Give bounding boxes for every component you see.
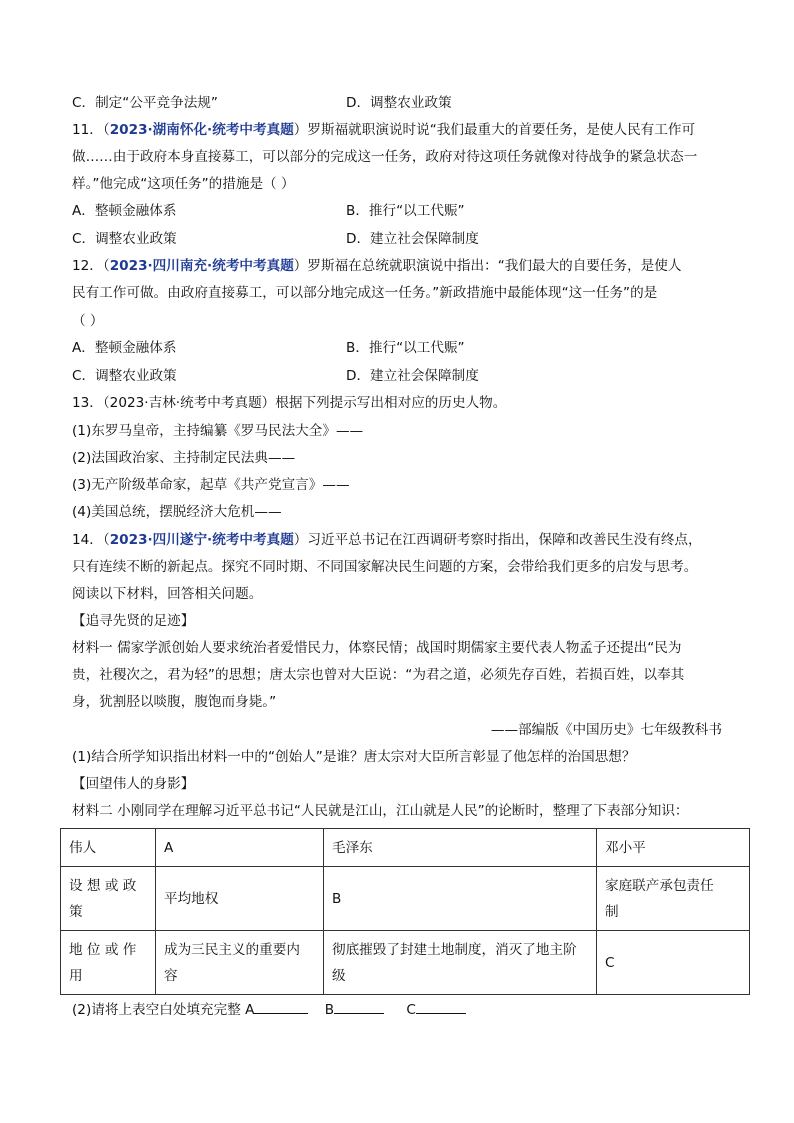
q13-item-2: (2)法国政治家、主持制定民法典—— <box>72 450 296 466</box>
q14-number: 14．（ <box>72 532 110 548</box>
table-row <box>61 931 750 995</box>
q11-text: ）罗斯福就职演说时说“我们最重大的首要任务，是使人民有工作可 <box>293 122 696 138</box>
q14-text: ）习近平总书记在江西调研考察时指出，保障和改善民生没有终点， <box>293 532 702 548</box>
section-heading-1: 【追寻先贤的足迹】 <box>72 613 195 629</box>
q13-item-4: (4)美国总统，摆脱经济大危机—— <box>72 504 282 520</box>
q13-item-3: (3)无产阶级革命家，起草《共产党宣言》—— <box>72 477 350 493</box>
q11-option-a: A．整顿金融体系 <box>72 203 177 219</box>
cell-line: 家庭联产承包责任 <box>605 877 714 894</box>
label-b: B <box>324 1002 335 1018</box>
table-cell: 平均地权 <box>156 867 324 931</box>
cell-line: 成为三民主义的重要内 <box>164 941 300 958</box>
q10-option-c: C．制定“公平竞争法规” <box>72 95 218 111</box>
q12-stem-line-3: （ ） <box>72 313 104 329</box>
q12-option-d: D．建立社会保障制度 <box>346 368 479 384</box>
q14-sub-question-2 <box>72 1000 466 1020</box>
q14-stem-line-2: 只有连续不断的新起点。探究不同时期、不同国家解决民生问题的方案，会带给我们更多的启发与思考。 <box>72 559 698 575</box>
q13-stem: 13．（2023·吉林·统考中考真题）根据下列提示写出相对应的历史人物。 <box>72 395 507 411</box>
q14-stem-line-3: 阅读以下材料，回答相关问题。 <box>72 586 263 602</box>
table-cell: 彻底摧毁了封建土地制度，消灭了地主阶级 <box>324 931 597 995</box>
q12-number: 12．（ <box>72 258 110 274</box>
q12-option-c: C．调整农业政策 <box>72 368 177 384</box>
table-cell: A <box>156 829 324 867</box>
answer-blank-b[interactable] <box>334 1000 384 1014</box>
material-1-line-3: 身，犹割胫以啖腹，腹饱而身毙。” <box>72 694 277 710</box>
q11-stem-line-1 <box>72 120 695 140</box>
table-cell <box>61 867 156 931</box>
knowledge-table <box>60 828 750 995</box>
answer-blank-a[interactable] <box>254 1000 308 1014</box>
cell-line: 策 <box>69 903 83 920</box>
table-cell <box>597 867 750 931</box>
answer-blank-c[interactable] <box>416 1000 466 1014</box>
label-c: C <box>406 1002 416 1018</box>
q11-stem-line-2: 做……由于政府本身直接募工，可以部分的完成这一任务，政府对待这项任务就像对待战争的紧急状态一 <box>72 149 698 165</box>
q14-source-tag: 2023·四川遂宁·统考中考真题 <box>109 532 294 548</box>
cell-line: 用 <box>69 967 83 984</box>
q14-sub-question-1: (1)结合所学知识指出材料一中的“创始人”是谁？唐太宗对大臣所言彰显了他怎样的治国思想？ <box>72 749 636 765</box>
q12-stem-line-1 <box>72 256 681 276</box>
q11-option-d: D．建立社会保障制度 <box>346 231 479 247</box>
table-cell <box>156 931 324 995</box>
q12-option-b: B．推行“以工代赈” <box>346 340 465 356</box>
table-cell: C <box>597 931 750 995</box>
cell-line: 容 <box>164 967 178 984</box>
cell-line: 地 位 或 作 <box>69 941 137 958</box>
q11-option-b: B．推行“以工代赈” <box>346 203 465 219</box>
fill-prompt: (2)请将上表空白处填充完整 A <box>72 1002 255 1018</box>
table-row <box>61 829 750 867</box>
material-1-source: ——部编版《中国历史》七年级教科书 <box>490 722 722 738</box>
section-heading-2: 【回望伟人的身影】 <box>72 776 195 792</box>
q12-stem-line-2: 民有工作可做。由政府直接募工，可以部分地完成这一任务。”新政措施中最能体现“这一任务”的是 <box>72 285 658 301</box>
q12-text: ）罗斯福在总统就职演说中指出：“我们最大的自要任务，是使人 <box>293 258 682 274</box>
q13-item-1: (1)东罗马皇帝，主持编纂《罗马民法大全》—— <box>72 423 364 439</box>
q11-option-c: C．调整农业政策 <box>72 231 177 247</box>
material-1-line-2: 贵，社稷次之，君为轻”的思想；唐太宗也曾对大臣说：“为君之道，必须先存百姓，若损百姓，以奉其 <box>72 667 685 683</box>
table-cell <box>61 931 156 995</box>
material-1-line-1: 材料一 儒家学派创始人要求统治者爱惜民力，体察民情；战国时期儒家主要代表人物孟子还提出“民为 <box>72 640 682 656</box>
cell-line: 设 想 或 政 <box>69 877 137 894</box>
table-cell: 邓小平 <box>597 829 750 867</box>
cell-line: 制 <box>605 903 619 920</box>
q11-number: 11．（ <box>72 122 110 138</box>
table-cell: B <box>324 867 597 931</box>
q12-source-tag: 2023·四川南充·统考中考真题 <box>109 258 294 274</box>
table-row <box>61 867 750 931</box>
q10-option-d: D．调整农业政策 <box>346 95 452 111</box>
table-cell: 毛泽东 <box>324 829 597 867</box>
table-cell: 伟人 <box>61 829 156 867</box>
q12-option-a: A．整顿金融体系 <box>72 340 177 356</box>
q11-stem-line-3: 样。”他完成“这项任务”的措施是（ ） <box>72 176 295 192</box>
q14-stem-line-1 <box>72 530 702 550</box>
q11-source-tag: 2023·湖南怀化·统考中考真题 <box>109 122 294 138</box>
material-2-line-1: 材料二 小刚同学在理解习近平总书记“人民就是江山，江山就是人民”的论断时，整理了下表部分知识： <box>72 803 689 819</box>
